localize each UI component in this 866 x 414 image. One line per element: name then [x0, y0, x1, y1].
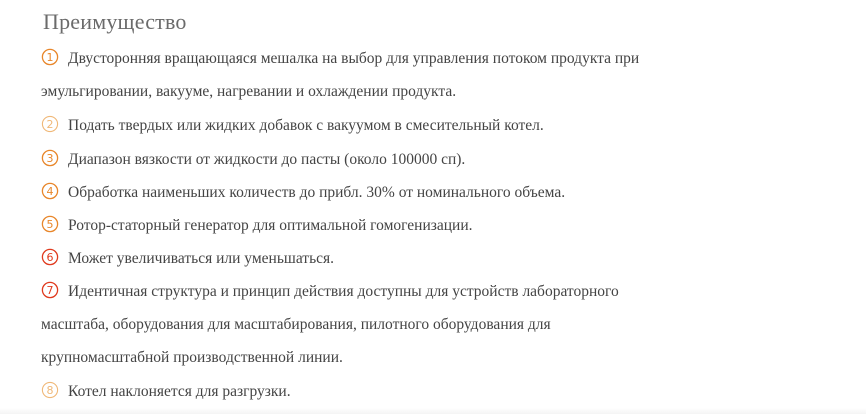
- list-item-1: [41, 48, 639, 69]
- bottom-edge-divider: [0, 408, 866, 414]
- svg-text:2: 2: [46, 118, 54, 131]
- svg-text:6: 6: [46, 251, 54, 264]
- svg-text:3: 3: [46, 152, 54, 165]
- list-item-5: [41, 215, 473, 236]
- list-item-text: Подать твердых или жидких добавок с вакуумом в смесительный котел.: [68, 117, 544, 134]
- list-item-text: Может увеличиваться или уменьшаться.: [68, 250, 335, 267]
- list-item-text: Ротор-статорный генератор для оптимальной гомогенизации.: [68, 217, 473, 234]
- circled-number-1-icon: [41, 48, 59, 66]
- list-item-text: Котел наклоняется для разгрузки.: [68, 383, 291, 400]
- list-item-text: масштаба, оборудования для масштабирования, пилотного оборудования для: [41, 316, 551, 333]
- svg-text:1: 1: [46, 51, 54, 64]
- list-item-text: эмульгировании, вакууме, нагревании и охлаждении продукта.: [41, 83, 457, 100]
- list-item-text: Обработка наименьших количеств до прибл. 30% от номинального объема.: [68, 184, 566, 201]
- circled-number-2-icon: [41, 115, 59, 133]
- svg-text:5: 5: [46, 218, 54, 231]
- circled-number-5-icon: [41, 215, 59, 233]
- list-item-7-continuation: [41, 348, 343, 368]
- circled-number-8-icon: [41, 381, 59, 399]
- svg-text:8: 8: [46, 384, 54, 397]
- svg-text:4: 4: [46, 185, 54, 198]
- list-item-6: [41, 248, 334, 269]
- list-item-text: Двусторонняя вращающаяся мешалка на выбор для управления потоком продукта при: [68, 50, 640, 67]
- svg-text:7: 7: [46, 284, 54, 297]
- circled-number-6-icon: [41, 248, 59, 266]
- list-item-8: [41, 381, 291, 402]
- page-title: Преимущество: [43, 9, 187, 34]
- circled-number-7-icon: [41, 281, 59, 299]
- list-item-text: Диапазон вязкости от жидкости до пасты (около 100000 сп).: [68, 151, 466, 168]
- list-item-4: [41, 182, 565, 203]
- list-item-2: [41, 115, 544, 136]
- list-item-7: [41, 281, 619, 302]
- circled-number-4-icon: [41, 182, 59, 200]
- list-item-1-continuation: [41, 82, 456, 102]
- list-item-7-continuation: [41, 315, 551, 335]
- circled-number-3-icon: [41, 149, 59, 167]
- list-item-3: [41, 149, 465, 170]
- list-item-text: крупномасштабной производственной линии.: [41, 349, 343, 366]
- list-item-text: Идентичная структура и принцип действия доступны для устройств лабораторного: [68, 283, 619, 300]
